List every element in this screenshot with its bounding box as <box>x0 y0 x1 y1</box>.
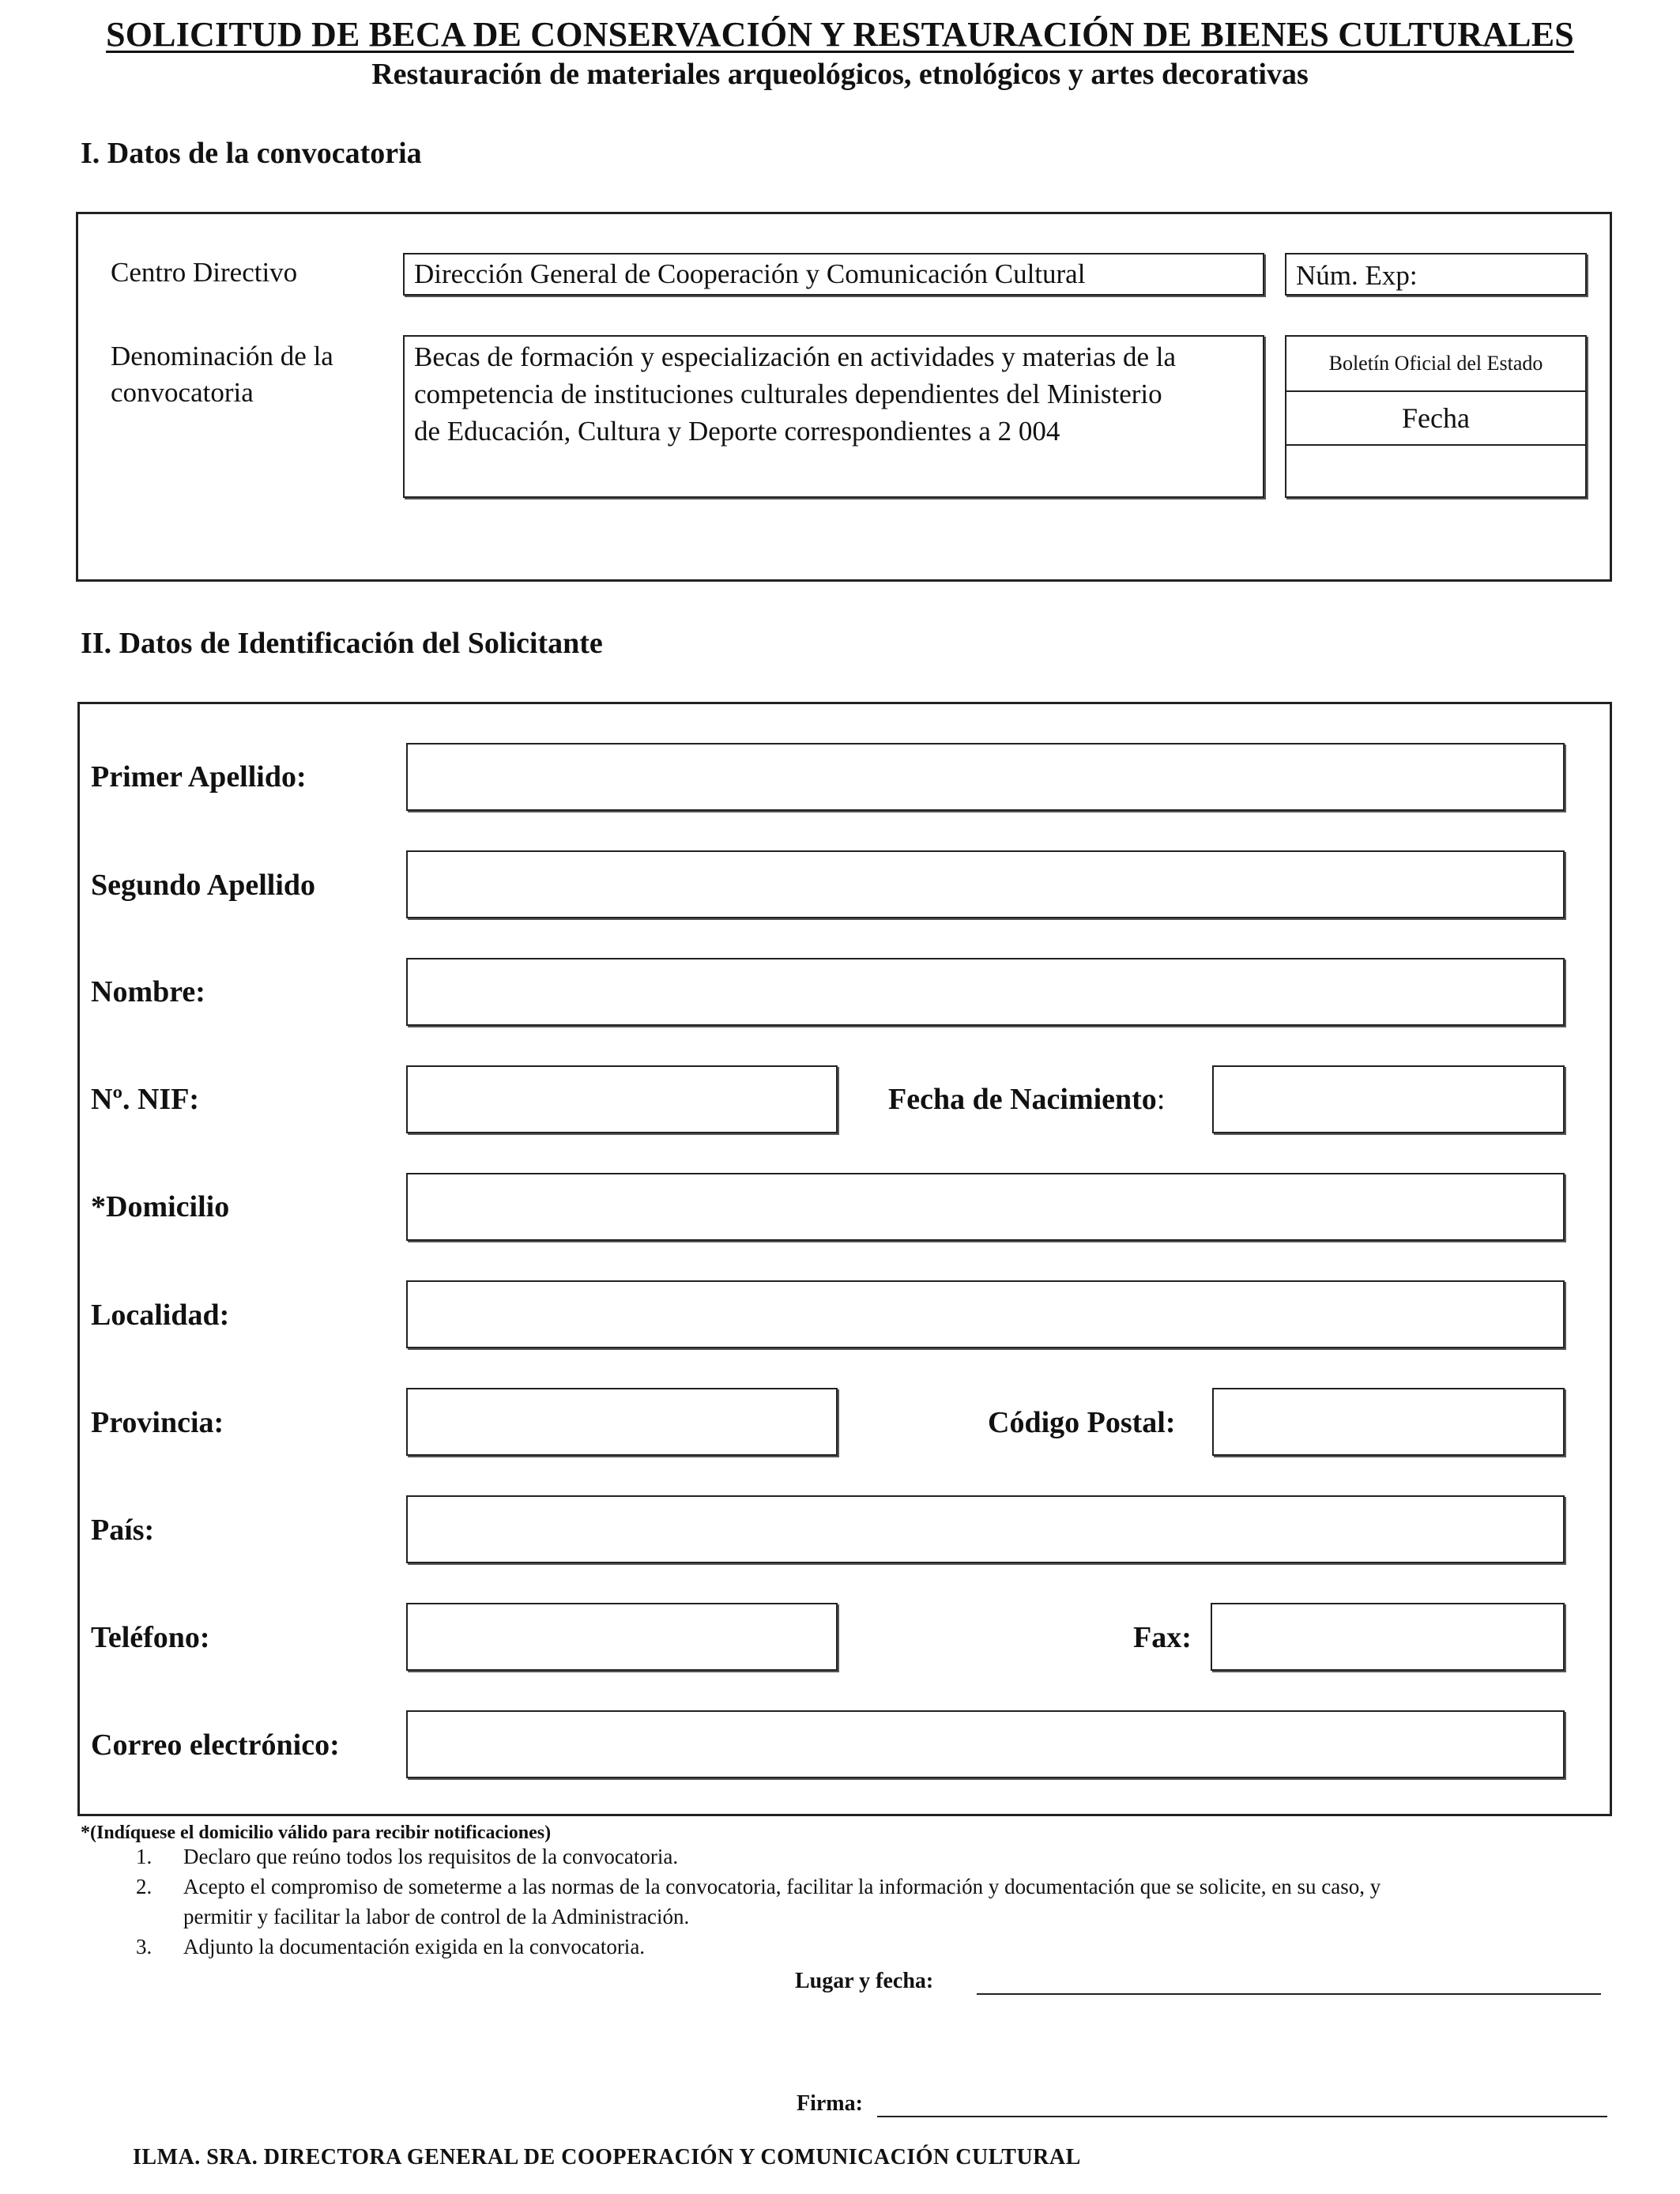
section-1-heading: I. Datos de la convocatoria <box>81 137 422 170</box>
nombre-label: Nombre: <box>91 975 205 1008</box>
pais-label: País: <box>91 1514 155 1547</box>
lugar-fecha-label: Lugar y fecha: <box>795 1969 934 1993</box>
fecha-label: Fecha <box>1286 392 1585 446</box>
declaration-number: 3. <box>136 1935 153 1958</box>
num-exp-field[interactable] <box>1285 253 1587 296</box>
codigo-postal-label: Código Postal: <box>988 1406 1176 1439</box>
correo-label: Correo electrónico: <box>91 1728 340 1762</box>
fax-input[interactable] <box>1211 1603 1565 1671</box>
segundo-apellido-label: Segundo Apellido <box>91 869 316 902</box>
denominacion-label-line-1: Denominación de la <box>111 341 333 371</box>
centro-directivo-field[interactable] <box>403 253 1264 296</box>
fecha-nacimiento-input[interactable] <box>1212 1065 1565 1133</box>
nombre-input[interactable] <box>406 958 1565 1026</box>
fecha-nacimiento-label <box>888 1081 1165 1118</box>
denominacion-line: de Educación, Cultura y Deporte correspondientes a 2 004 <box>414 416 1060 447</box>
segundo-apellido-input[interactable] <box>406 850 1565 918</box>
nif-input[interactable] <box>406 1065 838 1133</box>
lugar-fecha-line[interactable] <box>977 1993 1601 1995</box>
declaration-number: 1. <box>136 1845 153 1868</box>
firma-label: Firma: <box>797 2091 863 2116</box>
domicilio-input[interactable] <box>406 1173 1565 1241</box>
codigo-postal-input[interactable] <box>1212 1388 1565 1456</box>
nif-label: Nº. NIF: <box>91 1083 200 1116</box>
declaration-text: Acepto el compromiso de someterme a las normas de la convocatoria, facilitar la información y documentación que se solicite, en su caso, y <box>183 1875 1381 1898</box>
provincia-label: Provincia: <box>91 1406 224 1439</box>
denominacion-field[interactable] <box>403 335 1264 498</box>
declaration-text-continued: permitir y facilitar la labor de control de la Administración. <box>183 1905 690 1928</box>
primer-apellido-label: Primer Apellido: <box>91 760 307 794</box>
localidad-input[interactable] <box>406 1280 1565 1348</box>
declaration-text: Declaro que reúno todos los requisitos de la convocatoria. <box>183 1845 679 1868</box>
declaration-number: 2. <box>136 1875 153 1898</box>
declaration-item <box>136 1932 1637 1962</box>
form-subtitle: Restauración de materiales arqueológicos, etnológicos y artes decorativas <box>371 58 1309 91</box>
localidad-label: Localidad: <box>91 1299 230 1332</box>
denominacion-label-line-2: convocatoria <box>111 377 254 408</box>
fax-label: Fax: <box>1133 1621 1192 1654</box>
declaration-item <box>136 1872 1637 1932</box>
telefono-input[interactable] <box>406 1603 838 1671</box>
firma-line[interactable] <box>877 2116 1607 2117</box>
boe-box[interactable] <box>1285 335 1587 498</box>
domicilio-note: *(Indíquese el domicilio válido para recibir notificaciones) <box>81 1823 552 1843</box>
form-title: SOLICITUD DE BECA DE CONSERVACIÓN Y RESTAURACIÓN DE BIENES CULTURALES <box>106 15 1574 54</box>
fecha-nacimiento-colon: : <box>1156 1083 1166 1116</box>
denominacion-line: Becas de formación y especialización en actividades y materias de la <box>414 341 1177 372</box>
domicilio-label: *Domicilio <box>91 1190 230 1223</box>
denominacion-line: competencia de instituciones culturales dependientes del Ministerio <box>414 379 1162 409</box>
primer-apellido-input[interactable] <box>406 743 1565 811</box>
correo-input[interactable] <box>406 1710 1565 1778</box>
addressee: ILMA. SRA. DIRECTORA GENERAL DE COOPERACIÓN Y COMUNICACIÓN CULTURAL <box>133 2145 1081 2169</box>
declaration-text: Adjunto la documentación exigida en la convocatoria. <box>183 1935 646 1958</box>
provincia-input[interactable] <box>406 1388 838 1456</box>
centro-directivo-label: Centro Directivo <box>111 257 298 288</box>
declaration-item <box>136 1842 1637 1872</box>
boe-label: Boletín Oficial del Estado <box>1286 337 1585 392</box>
pais-input[interactable] <box>406 1495 1565 1563</box>
fecha-nacimiento-text: Fecha de Nacimiento <box>888 1083 1157 1116</box>
centro-directivo-value: Dirección General de Cooperación y Comunicación Cultural <box>414 258 1086 289</box>
section-2-heading: II. Datos de Identificación del Solicitante <box>81 627 603 660</box>
denominacion-label <box>111 338 333 411</box>
telefono-label: Teléfono: <box>91 1621 210 1654</box>
num-exp-label: Núm. Exp: <box>1296 260 1418 291</box>
